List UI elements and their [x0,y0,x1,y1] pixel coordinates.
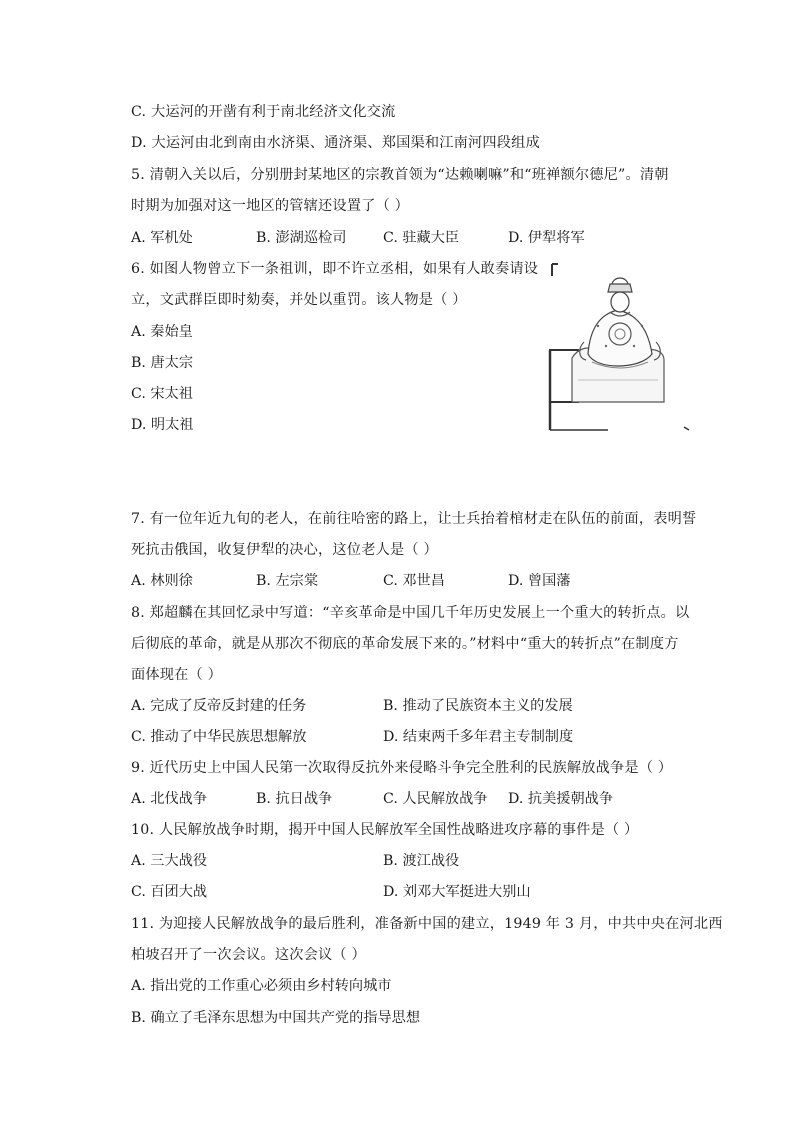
question-7-text-cont: 死抗击俄国，收复伊犁的决心，这位老人是（ ） [131,542,438,558]
question-10-text: 10. 人民解放战争时期，揭开中国人民解放军全国性战略进攻序幕的事件是（ ） [131,822,639,838]
option-d-line: D. 大运河由北到南由水济渠、通济渠、郑国渠和江南河四段组成 [131,135,540,151]
option-c-line: C. 大运河的开凿有利于南北经济文化交流 [131,104,396,120]
q11-option-b[interactable]: B. 确立了毛泽东思想为中国共产党的指导思想 [131,1010,421,1026]
q9-option-c[interactable]: C. 人民解放战争 [383,791,488,807]
emperor-portrait-figure [548,262,692,434]
q7-option-a[interactable]: A. 林则徐 [131,573,193,589]
q11-option-a[interactable]: A. 指出党的工作重心必须由乡村转向城市 [131,978,392,994]
q9-option-d[interactable]: D. 抗美援朝战争 [508,791,614,807]
question-11-text: 11. 为迎接人民解放战争的最后胜利，准备新中国的建立，1949 年 3 月，中共中央在河北西 [131,916,723,932]
q8-option-b[interactable]: B. 推动了民族资本主义的发展 [383,698,573,714]
q8-option-a[interactable]: A. 完成了反帝反封建的任务 [131,698,307,714]
q9-option-a[interactable]: A. 北伐战争 [131,791,208,807]
q10-option-d[interactable]: D. 刘邓大军挺进大别山 [383,884,531,900]
q7-option-c[interactable]: C. 邓世昌 [383,573,445,589]
question-8-text: 8. 郑超麟在其回忆录中写道：“辛亥革命是中国几千年历史发展上一个重大的转折点。以 [131,605,690,621]
q10-option-b[interactable]: B. 渡江战役 [383,853,460,869]
q5-option-b[interactable]: B. 澎湖巡检司 [256,230,347,246]
question-6-text-cont: 立，文武群臣即时劾奏，并处以重罚。该人物是（ ） [131,292,467,308]
q8-option-c[interactable]: C. 推动了中华民族思想解放 [131,729,307,745]
q7-option-d[interactable]: D. 曾国藩 [508,573,571,589]
q5-option-a[interactable]: A. 军机处 [131,230,193,246]
question-6-text: 6. 如图人物曾立下一条祖训，即不许立丞相，如果有人敢奏请设 [131,261,539,277]
question-11-text-cont: 柏坡召开了一次会议。这次会议（ ） [131,947,366,963]
question-9-text: 9. 近代历史上中国人民第一次取得反抗外来侵略斗争完全胜利的民族解放战争是（ ） [131,760,673,776]
q8-option-d[interactable]: D. 结束两千多年君主专制制度 [383,729,574,745]
q6-option-c[interactable]: C. 宋太祖 [131,386,193,402]
question-5-text-cont: 时期为加强对这一地区的管辖还设置了（ ） [131,198,410,214]
seated-emperor-portrait-icon [548,262,692,434]
q6-option-b[interactable]: B. 唐太宗 [131,355,194,371]
question-8-text-cont2: 面体现在（ ） [131,667,223,683]
q10-option-a[interactable]: A. 三大战役 [131,853,208,869]
q5-option-d[interactable]: D. 伊犁将军 [508,230,585,246]
q9-option-b[interactable]: B. 抗日战争 [256,791,333,807]
question-7-text: 7. 有一位年近九旬的老人，在前往哈密的路上，让士兵抬着棺材走在队伍的前面，表明誓 [131,511,697,527]
question-5-text: 5. 清朝入关以后，分别册封某地区的宗教首领为“达赖喇嘛”和“班禅额尔德尼”。清朝 [131,167,669,183]
q6-option-a[interactable]: A. 秦始皇 [131,324,193,340]
question-8-text-cont: 后彻底的革命，就是从那次不彻底的革命发展下来的。”材料中“重大的转折点”在制度方 [131,636,679,652]
q6-option-d[interactable]: D. 明太祖 [131,417,194,433]
q7-option-b[interactable]: B. 左宗棠 [256,573,319,589]
q10-option-c[interactable]: C. 百团大战 [131,884,208,900]
q5-option-c[interactable]: C. 驻藏大臣 [383,230,460,246]
